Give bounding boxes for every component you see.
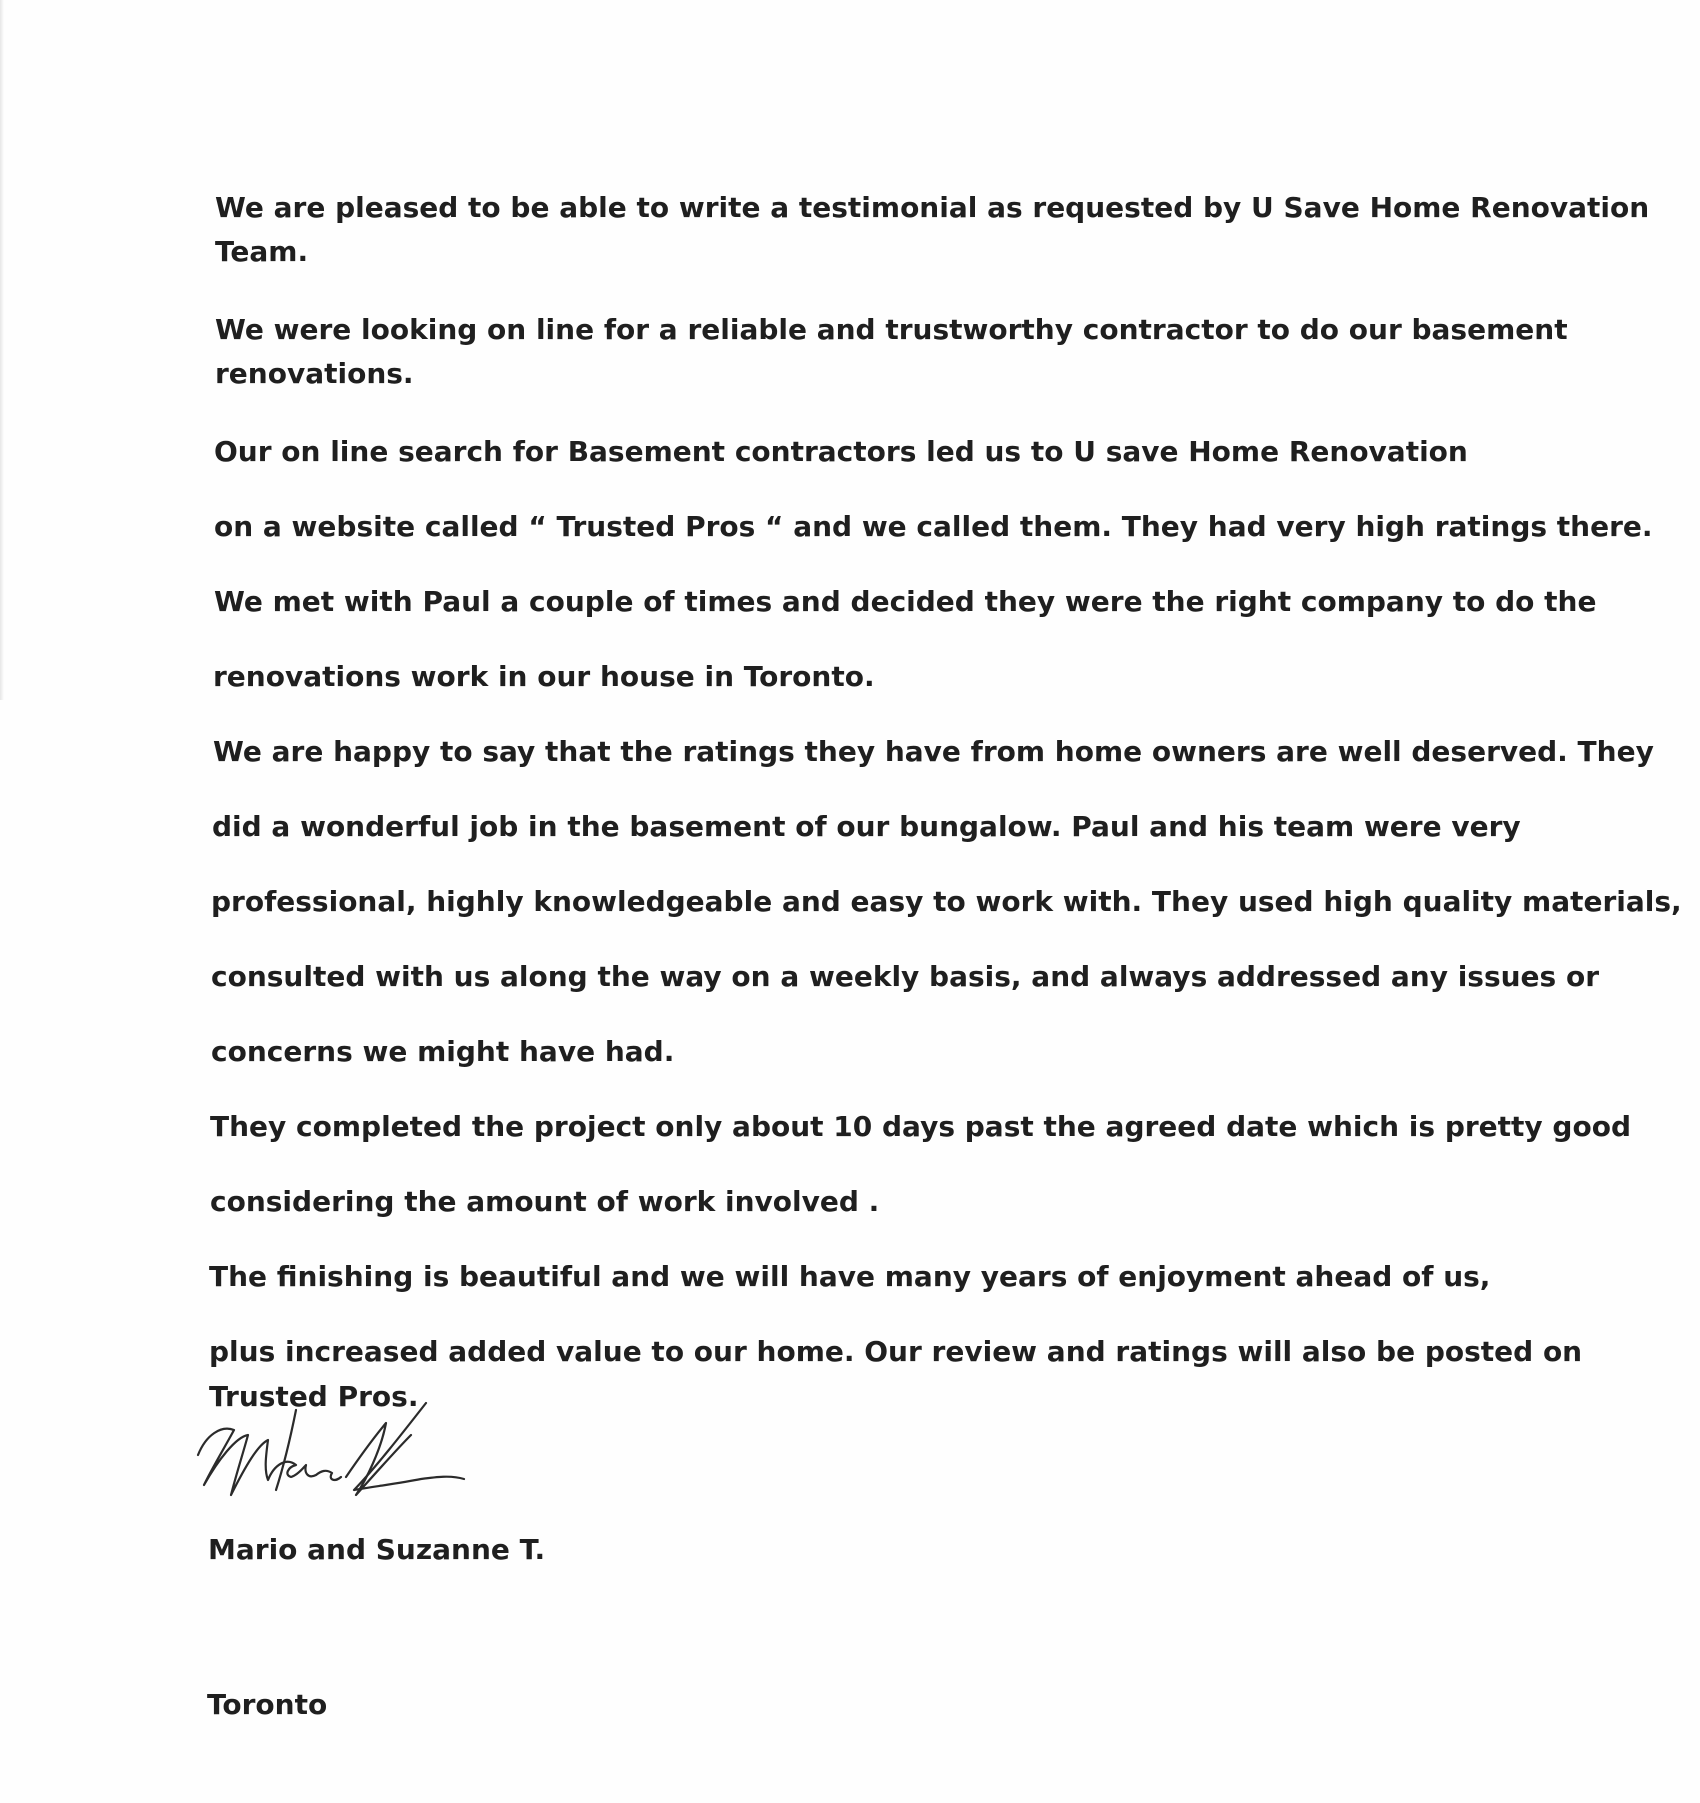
letter-line: did a wonderful job in the basement of our bungalow. Paul and his team were very	[212, 810, 1521, 843]
letter-line: We met with Paul a couple of times and decided they were the right company to do the	[214, 585, 1597, 618]
letter-line: renovations work in our house in Toronto.	[213, 660, 875, 693]
letter-line: The finishing is beautiful and we will have many years of enjoyment ahead of us,	[209, 1260, 1491, 1293]
letter-line: We are happy to say that the ratings they have from home owners are well deserved. They	[213, 735, 1654, 768]
letter-line: Our on line search for Basement contractors led us to U save Home Renovation	[214, 435, 1468, 468]
location: Toronto	[207, 1688, 328, 1721]
letter-line: concerns we might have had.	[211, 1035, 675, 1068]
letter-line: professional, highly knowledgeable and easy to work with. They used high quality materials,	[211, 885, 1682, 918]
letter-line: plus increased added value to our home. Our review and ratings will also be posted on	[209, 1335, 1583, 1368]
letter-line: Trusted Pros.	[209, 1380, 419, 1413]
signer-names: Mario and Suzanne T.	[208, 1533, 546, 1566]
letter-line: We were looking on line for a reliable and trustworthy contractor to do our basement	[215, 313, 1568, 346]
letter-line: We are pleased to be able to write a testimonial as requested by U Save Home Renovation	[215, 191, 1650, 224]
handwritten-signature	[196, 1395, 536, 1555]
scan-edge	[0, 0, 4, 700]
letter-line: Team.	[215, 235, 309, 268]
letter-line: considering the amount of work involved .	[210, 1185, 880, 1218]
letter-line: on a website called “ Trusted Pros “ and we called them. They had very high ratings there.	[214, 510, 1653, 543]
letter-line: They completed the project only about 10 days past the agreed date which is pretty good	[210, 1110, 1631, 1143]
letter-line: consulted with us along the way on a weekly basis, and always addressed any issues or	[211, 960, 1600, 993]
letter-line: renovations.	[215, 357, 414, 390]
